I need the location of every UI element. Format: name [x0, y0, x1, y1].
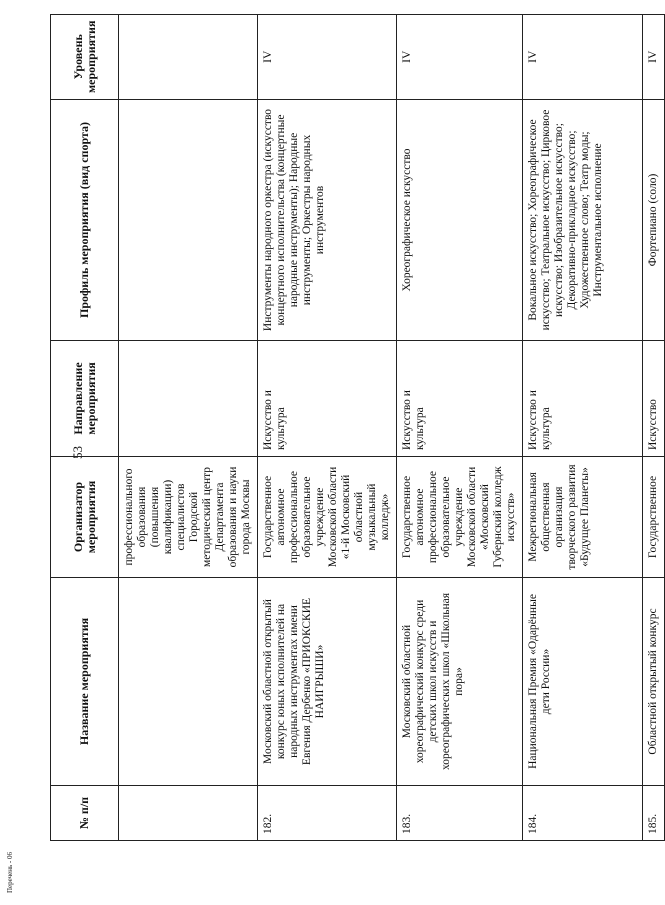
- row-num: [119, 786, 258, 841]
- row-level: [119, 14, 258, 99]
- row-name: Национальная Премия «Одарённые дети России»: [523, 578, 643, 786]
- row-level: IV: [258, 14, 397, 99]
- row-num: 182.: [258, 786, 397, 841]
- table-row: [119, 14, 258, 840]
- table-row: [523, 14, 643, 840]
- row-profile: Инструменты народного оркестра (искусство концертного исполнительства (концертные народные инструменты); Народные инструменты; Оркестры народных инструментов: [258, 100, 397, 341]
- row-direction: Искусство и культура: [397, 341, 523, 457]
- row-name: [119, 578, 258, 786]
- row-num: 185.: [643, 786, 665, 841]
- row-name: Московский областной открытый конкурс юных исполнителей на народных инструментах имени Евгения Дербенко «ПРИОКСКИЕ НАИГРЫШИ»: [258, 578, 397, 786]
- page-number: 53: [70, 446, 85, 459]
- header-level: Уровень мероприятия: [51, 14, 119, 99]
- row-organizer: профессионального образования (повышения квалификации) специалистов Городской методический центр Департамента образования и науки города Москвы: [119, 457, 258, 578]
- header-direction: Направление мероприятия: [51, 341, 119, 457]
- table-row: [397, 14, 523, 840]
- row-direction: [119, 341, 258, 457]
- row-organizer: Государственное автономное профессиональное образовательное учреждение Московской области «1-й Московский областной музыкальный колледж»: [258, 457, 397, 578]
- row-profile: Фортепиано (соло): [643, 100, 665, 341]
- row-num: 184.: [523, 786, 643, 841]
- header-organizer: Организатор мероприятия: [51, 457, 119, 578]
- header-row: [51, 14, 119, 840]
- header-profile: Профиль мероприятия (вид спорта): [51, 100, 119, 341]
- row-direction: Искусство и культура: [523, 341, 643, 457]
- row-profile: Вокальное искусство; Хореографическое искусство; Театральное искусство; Цирковое искусство; Изобразительное искусство; Декоративно-прикладное искусство; Художественное слово; Театр моды; Инструментальное исполнение: [523, 100, 643, 341]
- row-level: IV: [397, 14, 523, 99]
- header-name: Название мероприятия: [51, 578, 119, 786]
- row-profile: [119, 100, 258, 341]
- row-level: IV: [523, 14, 643, 99]
- row-organizer: Государственное автономное профессиональное образовательное учреждение Московской области «Московский Губернский колледж искусств»: [397, 457, 523, 578]
- table-row: [643, 14, 665, 840]
- row-name: Московский областной хореографический конкурс среди детских школ искусств и хореографических школ «Школьная пора»: [397, 578, 523, 786]
- row-organizer: Межрегиональная общественная организация творческого развития «Будущее Планеты»: [523, 457, 643, 578]
- events-table: [50, 14, 665, 841]
- row-direction: Искусство и культура: [258, 341, 397, 457]
- row-profile: Хореографическое искусство: [397, 100, 523, 341]
- row-level: IV: [643, 14, 665, 99]
- row-num: 183.: [397, 786, 523, 841]
- table-row: [258, 14, 397, 840]
- footer-note: Перечень - 06: [6, 852, 14, 893]
- row-organizer: Государственное: [643, 457, 665, 578]
- row-direction: Искусство: [643, 341, 665, 457]
- row-name: Областной открытый конкурс: [643, 578, 665, 786]
- header-num: № п/п: [51, 786, 119, 841]
